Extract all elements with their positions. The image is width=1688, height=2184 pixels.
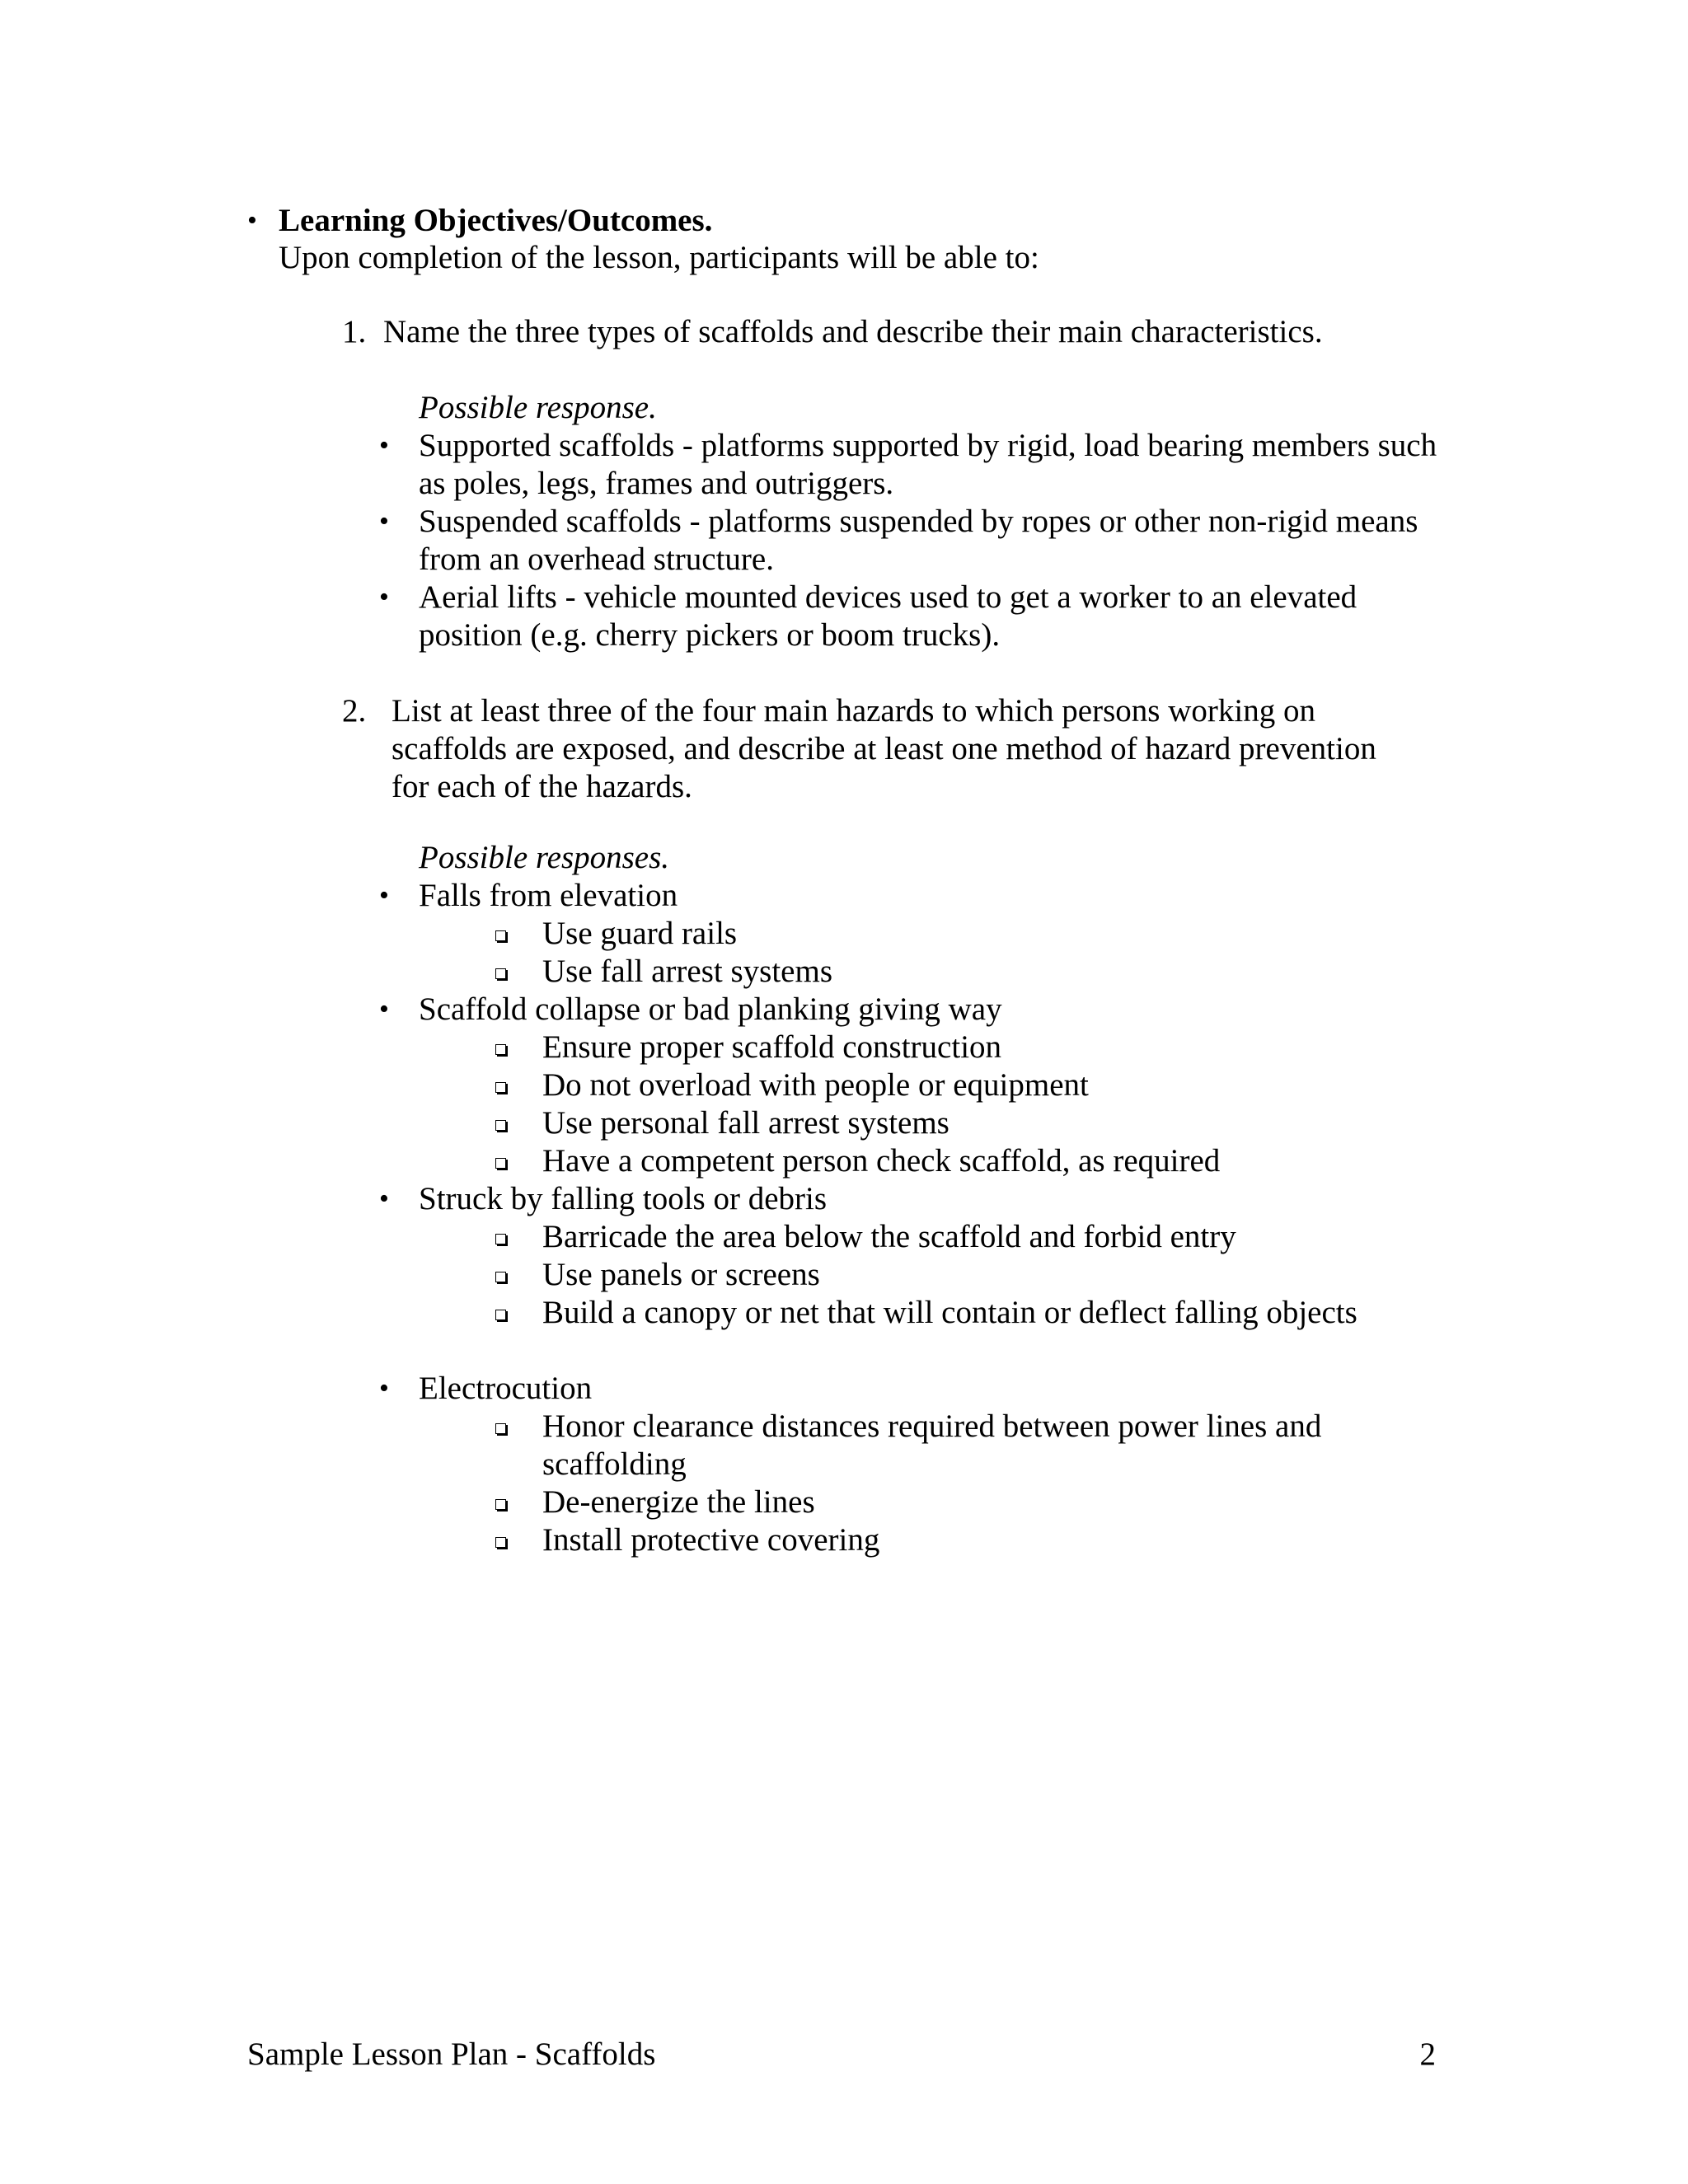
response-text: Aerial lifts - vehicle mounted devices used to get a worker to an elevated position (e.g. cherry pickers or boom trucks). bbox=[419, 579, 1357, 653]
objective-1-number: 1. bbox=[342, 314, 367, 349]
section-bullet bbox=[247, 202, 257, 240]
checkbox-square-icon bbox=[495, 1272, 506, 1282]
checkbox-square-icon bbox=[495, 1120, 506, 1131]
checkbox-square-icon bbox=[495, 1310, 506, 1320]
checkbox-square-icon bbox=[495, 1158, 506, 1169]
sub-item-text: Build a canopy or net that will contain or deflect falling objects bbox=[542, 1295, 1357, 1330]
objective-1-text: Name the three types of scaffolds and describe their main characteristics. bbox=[383, 314, 1323, 349]
response-text: Falls from elevation bbox=[419, 878, 678, 913]
section-intro: Upon completion of the lesson, participants will be able to: bbox=[279, 240, 1039, 275]
bullet-icon: • bbox=[379, 880, 389, 911]
sub-item-text: Ensure proper scaffold construction bbox=[542, 1029, 1002, 1065]
sub-item-text: Have a competent person check scaffold, as required bbox=[542, 1143, 1221, 1179]
response-text: Electrocution bbox=[419, 1371, 593, 1406]
bullet-icon: • bbox=[379, 1373, 389, 1404]
sub-item-text: Do not overload with people or equipment bbox=[542, 1067, 1089, 1103]
checkbox-square-icon bbox=[495, 1499, 506, 1510]
bullet-icon: • bbox=[379, 1183, 389, 1214]
sub-item-text: Use fall arrest systems bbox=[542, 954, 832, 989]
footer-page-number: 2 bbox=[1419, 2036, 1436, 2072]
bullet-icon: • bbox=[379, 430, 389, 461]
checkbox-square-icon bbox=[495, 1044, 506, 1055]
checkbox-square-icon bbox=[495, 1537, 506, 1548]
objective-2-text: List at least three of the four main hazards to which persons working on scaffolds are exposed, and describe at least one method of hazard prevention for each of the hazards. bbox=[392, 693, 1376, 804]
bullet-icon: • bbox=[379, 582, 389, 612]
objective-2-number: 2. bbox=[342, 693, 367, 729]
sub-item-text: De-energize the lines bbox=[542, 1484, 815, 1520]
sub-item-text: Use guard rails bbox=[542, 916, 738, 951]
bullet-icon: • bbox=[379, 994, 389, 1024]
footer-title: Sample Lesson Plan - Scaffolds bbox=[247, 2036, 656, 2072]
checkbox-square-icon bbox=[495, 930, 506, 941]
objective-1-response-label: Possible response. bbox=[419, 390, 657, 425]
sub-item-text: Use personal fall arrest systems bbox=[542, 1105, 950, 1141]
sub-item-text: Use panels or screens bbox=[542, 1257, 820, 1292]
checkbox-square-icon bbox=[495, 1423, 506, 1434]
sub-item-text: Barricade the area below the scaffold and forbid entry bbox=[542, 1219, 1236, 1254]
checkbox-square-icon bbox=[495, 1234, 506, 1244]
sub-item-text: Install protective covering bbox=[542, 1522, 880, 1558]
section-heading-text: Learning Objectives/Outcomes. bbox=[279, 203, 713, 238]
objective-2-response-label: Possible responses. bbox=[419, 840, 670, 875]
section-heading bbox=[279, 202, 1515, 240]
response-text: Struck by falling tools or debris bbox=[419, 1181, 828, 1216]
checkbox-square-icon bbox=[495, 968, 506, 979]
response-text: Scaffold collapse or bad planking giving way bbox=[419, 991, 1002, 1027]
checkbox-square-icon bbox=[495, 1082, 506, 1093]
sub-item-text: Honor clearance distances required between power lines and scaffolding bbox=[542, 1408, 1322, 1482]
response-text: Supported scaffolds - platforms supported by rigid, load bearing members such as poles, legs, frames and outriggers. bbox=[419, 428, 1437, 501]
bullet-icon: • bbox=[379, 506, 389, 537]
response-text: Suspended scaffolds - platforms suspended by ropes or other non-rigid means from an overhead structure. bbox=[419, 504, 1418, 577]
